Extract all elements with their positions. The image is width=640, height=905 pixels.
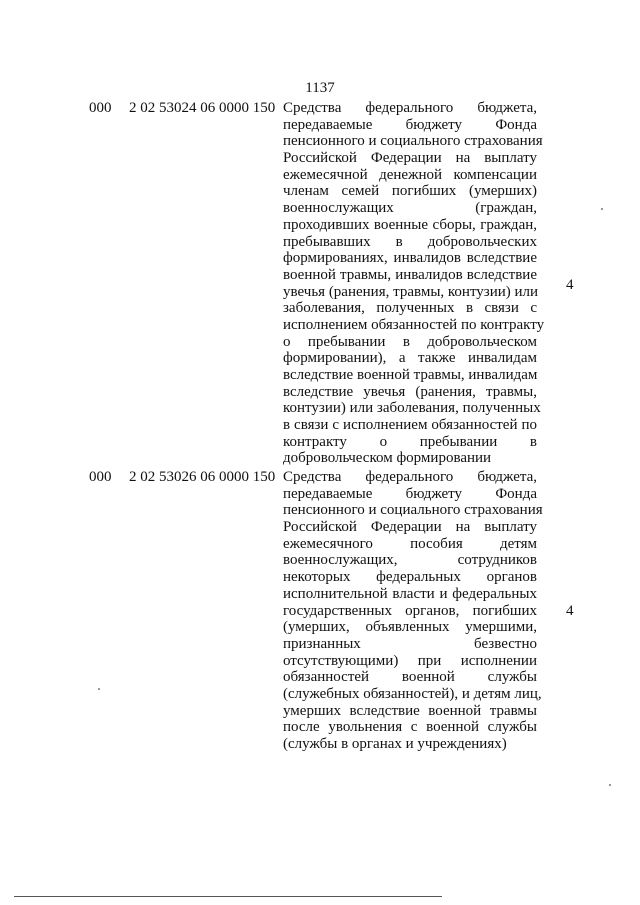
bottom-rule	[14, 896, 442, 897]
scan-speck	[98, 688, 100, 690]
description-line: ежемесячного пособия детям	[283, 535, 537, 552]
description-line: Российской Федерации на выплату	[283, 150, 537, 167]
description-line: военнослужащих (граждан,	[283, 200, 537, 217]
description-line: членам семей погибших (умерших)	[283, 183, 537, 200]
description-line: формированиях, инвалидов вследствие	[283, 250, 537, 267]
description-line: формировании), а также инвалидам	[283, 350, 537, 367]
description-line: в связи с исполнением обязанностей по	[283, 417, 537, 434]
description-line: проходивших военные сборы, граждан,	[283, 216, 537, 233]
description-line: отсутствующими) при исполнении	[283, 652, 537, 669]
budget-classification-code: 2 02 53026 06 0000 150	[129, 469, 276, 485]
row-value: 4	[566, 603, 574, 619]
scan-speck	[601, 208, 603, 210]
description-line: увечья (ранения, травмы, контузии) или	[283, 283, 539, 300]
description-line: Средства федерального бюджета,	[283, 100, 537, 116]
row-description	[283, 469, 543, 753]
description-line: пенсионного и социального страхования	[283, 502, 543, 519]
row-value: 4	[566, 277, 574, 293]
description-line: некоторых федеральных органов	[283, 569, 537, 586]
page-number: 1137	[305, 80, 335, 96]
admin-code: 000	[89, 469, 112, 485]
description-line: передаваемые бюджету Фонда	[283, 116, 537, 133]
row-description	[283, 100, 545, 467]
description-line: (умерших, объявленных умершими,	[283, 619, 537, 636]
scan-speck	[609, 784, 611, 786]
description-line: контузии) или заболевания, полученных	[283, 400, 541, 417]
description-line: после увольнения с военной службы	[283, 719, 537, 736]
description-line: контракту о пребывании в	[283, 433, 537, 450]
description-line: Средства федерального бюджета,	[283, 469, 537, 485]
description-line: (служебных обязанностей), и детям лиц,	[283, 685, 542, 702]
description-line: исполнительной власти и федеральных	[283, 585, 537, 602]
description-line: обязанностей военной службы	[283, 669, 537, 686]
description-line: военной травмы, инвалидов вследствие	[283, 266, 537, 283]
description-line: о пребывании в добровольческом	[283, 333, 537, 350]
description-line: исполнением обязанностей по контракту	[283, 316, 545, 333]
description-line: (службы в органах и учреждениях)	[283, 736, 507, 752]
description-line: ежемесячной денежной компенсации	[283, 166, 537, 183]
description-line: государственных органов, погибших	[283, 602, 537, 619]
description-line: военнослужащих, сотрудников	[283, 552, 537, 569]
description-line: пребывавших в добровольческих	[283, 233, 537, 250]
description-line: признанных безвестно	[283, 635, 537, 652]
description-line: передаваемые бюджету Фонда	[283, 485, 537, 502]
description-line: Российской Федерации на выплату	[283, 519, 537, 536]
description-line: умерших вследствие военной травмы	[283, 702, 537, 719]
description-line: пенсионного и социального страхования	[283, 133, 543, 150]
description-line: заболевания, полученных в связи с	[283, 300, 537, 317]
description-line: вследствие увечья (ранения, травмы,	[283, 383, 537, 400]
description-line: вследствие военной травмы, инвалидам	[283, 367, 538, 383]
description-line: добровольческом формировании	[283, 450, 492, 467]
budget-classification-code: 2 02 53024 06 0000 150	[129, 100, 276, 116]
admin-code: 000	[89, 100, 112, 116]
